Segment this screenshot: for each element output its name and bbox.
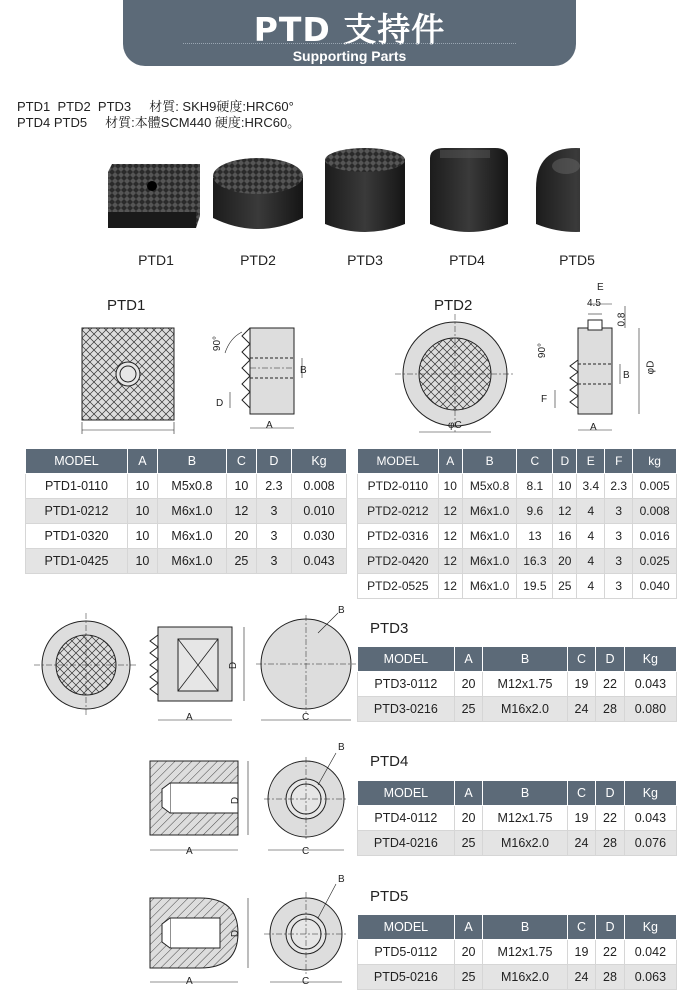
col-header: A — [438, 449, 462, 474]
spec-line-2: PTD4 PTD5 材質:本體SCM440 硬度:HRC60。 — [17, 115, 301, 130]
cell: 25 — [454, 831, 483, 856]
cell: 28 — [596, 697, 625, 722]
table-row — [358, 574, 677, 599]
cell: M12x1.75 — [483, 806, 567, 831]
section-title-ptd5: PTD5 — [370, 888, 409, 905]
ptd3-dim-a: A — [186, 712, 193, 723]
cell: 19 — [567, 940, 596, 965]
table-row — [26, 474, 347, 499]
cell: 3 — [605, 549, 633, 574]
ptd3-table — [357, 646, 677, 722]
col-header: B — [483, 781, 567, 806]
cell: M5x0.8 — [157, 474, 226, 499]
cell: PTD4-0112 — [358, 806, 455, 831]
banner-divider — [183, 43, 516, 44]
col-header: MODEL — [26, 449, 128, 474]
cell: M16x2.0 — [483, 831, 567, 856]
ptd4-table — [357, 780, 677, 856]
cell: M16x2.0 — [483, 697, 567, 722]
cell: 24 — [567, 831, 596, 856]
cell: M12x1.75 — [483, 672, 567, 697]
ptd4-dim-a: A — [186, 846, 193, 857]
cell: 10 — [127, 474, 157, 499]
col-header: B — [157, 449, 226, 474]
cell: 22 — [596, 806, 625, 831]
ptd2-dim-angle: 90° — [537, 342, 549, 359]
table-row — [358, 672, 677, 697]
col-header: B — [483, 915, 567, 940]
drawing-title-ptd2: PTD2 — [434, 297, 473, 314]
cell: 3 — [605, 524, 633, 549]
table-row — [358, 549, 677, 574]
cell: PTD2-0110 — [358, 474, 439, 499]
cell: 0.043 — [291, 549, 346, 574]
cell: 3 — [605, 499, 633, 524]
cell: 0.008 — [291, 474, 346, 499]
cell: 10 — [553, 474, 577, 499]
cell: 0.025 — [633, 549, 677, 574]
table-row — [358, 940, 677, 965]
ptd1-dim-angle: 90° — [212, 335, 224, 352]
cell: 4 — [577, 574, 605, 599]
page-title: PTD 支持件 — [253, 10, 446, 49]
cell: PTD2-0525 — [358, 574, 439, 599]
cell: 0.010 — [291, 499, 346, 524]
ptd4-photo — [430, 148, 508, 232]
cell: 4 — [577, 549, 605, 574]
ptd2-dim-phic: φC — [448, 420, 462, 431]
ptd1-table — [25, 448, 347, 574]
cell: PTD2-0212 — [358, 499, 439, 524]
col-header: E — [577, 449, 605, 474]
cell: 3 — [256, 549, 291, 574]
photo-label-ptd3: PTD3 — [347, 252, 383, 268]
cell: M6x1.0 — [462, 524, 517, 549]
ptd2-dim-f: F — [541, 394, 548, 405]
cell: 19.5 — [517, 574, 553, 599]
ptd3-dim-d: D — [228, 661, 240, 670]
col-header: B — [462, 449, 517, 474]
table-row — [358, 474, 677, 499]
col-header: kg — [633, 449, 677, 474]
cell: 13 — [517, 524, 553, 549]
ptd5-dim-b: B — [338, 874, 345, 885]
photo-label-ptd5: PTD5 — [559, 252, 595, 268]
cell: PTD5-0112 — [358, 940, 455, 965]
cell: 22 — [596, 940, 625, 965]
cell: 12 — [438, 499, 462, 524]
ptd2-photo — [213, 158, 303, 229]
cell: 0.063 — [624, 965, 676, 990]
cell: 12 — [226, 499, 256, 524]
ptd1-photo — [108, 164, 200, 228]
col-header: C — [567, 915, 596, 940]
photo-label-ptd1: PTD1 — [138, 252, 174, 268]
ptd5-dim-a: A — [186, 976, 193, 987]
cell: M6x1.0 — [157, 524, 226, 549]
ptd5-table — [357, 914, 677, 990]
cell: PTD3-0112 — [358, 672, 455, 697]
col-header: Kg — [624, 781, 676, 806]
cell: 0.043 — [624, 806, 676, 831]
cell: 3.4 — [577, 474, 605, 499]
table-header-row — [358, 781, 677, 806]
col-header: C — [517, 449, 553, 474]
cell: PTD1-0212 — [26, 499, 128, 524]
col-header: Kg — [291, 449, 346, 474]
col-header: A — [454, 647, 483, 672]
page-subtitle: Supporting Parts — [292, 48, 407, 64]
ptd1-dim-a: A — [266, 420, 273, 431]
ptd5-drawing — [140, 878, 360, 993]
col-header: MODEL — [358, 915, 455, 940]
ptd5-photo — [536, 148, 580, 232]
cell: 25 — [454, 965, 483, 990]
ptd4-dim-d: D — [230, 796, 242, 805]
cell: M6x1.0 — [157, 499, 226, 524]
ptd4-dim-c: C — [302, 846, 310, 857]
ptd2-dim-45: 4.5 — [587, 298, 601, 309]
section-title-ptd3: PTD3 — [370, 620, 409, 637]
ptd2-dim-e: E — [597, 282, 604, 293]
table-row — [358, 499, 677, 524]
ptd2-table — [357, 448, 677, 599]
col-header: C — [567, 647, 596, 672]
cell: M6x1.0 — [462, 574, 517, 599]
cell: PTD5-0216 — [358, 965, 455, 990]
cell: 10 — [127, 549, 157, 574]
cell: M6x1.0 — [462, 499, 517, 524]
table-header-row — [358, 647, 677, 672]
cell: 3 — [256, 524, 291, 549]
cell: 0.076 — [624, 831, 676, 856]
ptd5-dim-c: C — [302, 976, 310, 987]
cell: 19 — [567, 806, 596, 831]
ptd3-dim-b: B — [338, 605, 345, 616]
cell: 28 — [596, 831, 625, 856]
cell: 12 — [553, 499, 577, 524]
cell: 3 — [605, 574, 633, 599]
cell: 9.6 — [517, 499, 553, 524]
cell: 19 — [567, 672, 596, 697]
cell: PTD2-0420 — [358, 549, 439, 574]
cell: 8.1 — [517, 474, 553, 499]
table-row — [358, 806, 677, 831]
ptd1-dim-d: D — [216, 398, 224, 409]
ptd4-dim-b: B — [338, 742, 345, 753]
table-row — [26, 524, 347, 549]
cell: 0.016 — [633, 524, 677, 549]
cell: 20 — [553, 549, 577, 574]
cell: M5x0.8 — [462, 474, 517, 499]
ptd3-photo — [325, 148, 405, 232]
col-header: D — [596, 647, 625, 672]
cell: 12 — [438, 574, 462, 599]
ptd2-drawing — [395, 300, 675, 440]
cell: PTD1-0320 — [26, 524, 128, 549]
photo-label-ptd2: PTD2 — [240, 252, 276, 268]
col-header: MODEL — [358, 781, 455, 806]
table-row — [358, 831, 677, 856]
col-header: C — [226, 449, 256, 474]
cell: 25 — [553, 574, 577, 599]
cell: M6x1.0 — [157, 549, 226, 574]
cell: 22 — [596, 672, 625, 697]
cell: 0.008 — [633, 499, 677, 524]
table-row — [358, 524, 677, 549]
cell: 4 — [577, 499, 605, 524]
cell: 0.005 — [633, 474, 677, 499]
cell: 20 — [454, 940, 483, 965]
cell: 24 — [567, 965, 596, 990]
cell: M16x2.0 — [483, 965, 567, 990]
table-row — [358, 697, 677, 722]
cell: 10 — [127, 524, 157, 549]
ptd2-dim-b: B — [623, 370, 630, 381]
ptd1-drawing — [70, 318, 310, 440]
cell: 0.043 — [624, 672, 676, 697]
spec-line-1: PTD1 PTD2 PTD3 材質: SKH9硬度:HRC60° — [17, 99, 294, 114]
table-header-row — [358, 449, 677, 474]
cell: 2.3 — [256, 474, 291, 499]
cell: 12 — [438, 549, 462, 574]
cell: 12 — [438, 524, 462, 549]
col-header: Kg — [624, 915, 676, 940]
col-header: F — [605, 449, 633, 474]
photo-label-ptd4: PTD4 — [449, 252, 485, 268]
col-header: D — [256, 449, 291, 474]
cell: 10 — [226, 474, 256, 499]
col-header: D — [596, 781, 625, 806]
col-header: A — [454, 781, 483, 806]
cell: PTD2-0316 — [358, 524, 439, 549]
ptd5-dim-d: D — [230, 929, 242, 938]
ptd4-drawing — [140, 745, 360, 860]
cell: PTD3-0216 — [358, 697, 455, 722]
col-header: D — [553, 449, 577, 474]
cell: PTD1-0110 — [26, 474, 128, 499]
table-row — [358, 965, 677, 990]
cell: 16.3 — [517, 549, 553, 574]
col-header: C — [567, 781, 596, 806]
cell: 16 — [553, 524, 577, 549]
cell: 10 — [127, 499, 157, 524]
product-photos — [100, 148, 580, 238]
cell: 20 — [454, 672, 483, 697]
col-header: B — [483, 647, 567, 672]
cell: 4 — [577, 524, 605, 549]
cell: M12x1.75 — [483, 940, 567, 965]
col-header: A — [454, 915, 483, 940]
col-header: D — [596, 915, 625, 940]
cell: 0.042 — [624, 940, 676, 965]
table-row — [26, 549, 347, 574]
cell: M6x1.0 — [462, 549, 517, 574]
cell: 0.080 — [624, 697, 676, 722]
table-header-row — [358, 915, 677, 940]
ptd2-dim-a: A — [590, 422, 597, 433]
col-header: Kg — [624, 647, 676, 672]
cell: PTD4-0216 — [358, 831, 455, 856]
ptd2-dim-phid: φD — [645, 360, 657, 375]
col-header: MODEL — [358, 449, 439, 474]
cell: 20 — [226, 524, 256, 549]
table-header-row — [26, 449, 347, 474]
col-header: MODEL — [358, 647, 455, 672]
cell: 25 — [454, 697, 483, 722]
section-title-ptd4: PTD4 — [370, 753, 409, 770]
drawing-title-ptd1: PTD1 — [107, 297, 146, 314]
cell: 25 — [226, 549, 256, 574]
cell: 0.040 — [633, 574, 677, 599]
header-banner — [123, 0, 576, 66]
cell: 28 — [596, 965, 625, 990]
ptd3-dim-c: C — [302, 712, 310, 723]
ptd2-dim-08: 0.8 — [616, 312, 628, 327]
cell: 3 — [256, 499, 291, 524]
cell: 10 — [438, 474, 462, 499]
ptd1-dim-b: B — [300, 365, 307, 376]
cell: 24 — [567, 697, 596, 722]
cell: 2.3 — [605, 474, 633, 499]
cell: 0.030 — [291, 524, 346, 549]
col-header: A — [127, 449, 157, 474]
cell: 20 — [454, 806, 483, 831]
table-row — [26, 499, 347, 524]
cell: PTD1-0425 — [26, 549, 128, 574]
